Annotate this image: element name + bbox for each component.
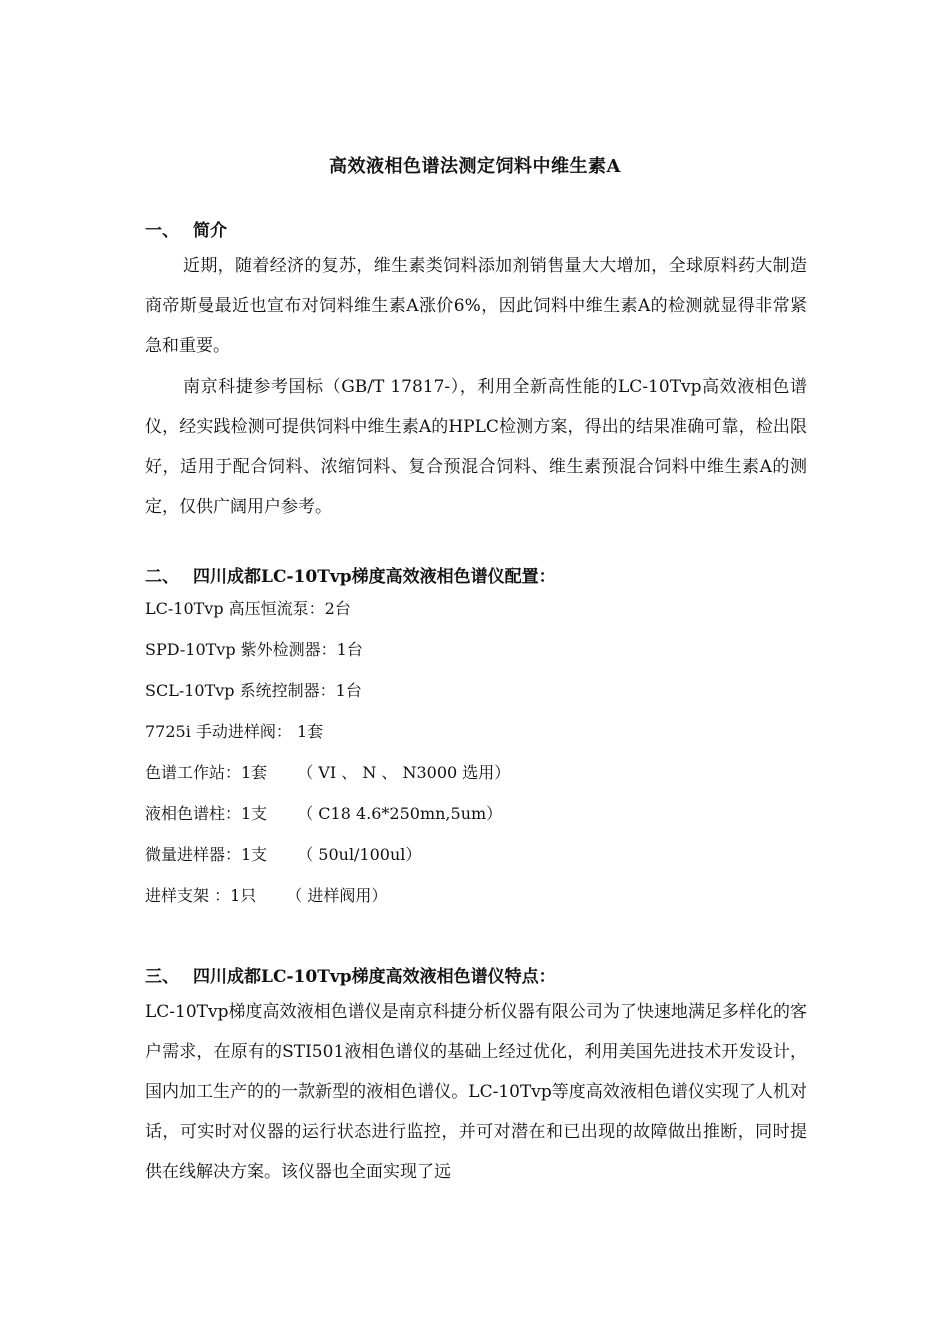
document-title: 高效液相色谱法测定饲料中维生素A xyxy=(329,156,621,177)
section-1-paragraph-2: 南京科捷参考国标（GB/T 17817-），利用全新高性能的LC-10Tvp高效液相色谱仪，经实践检测可提供饲料中维生素A的HPLC检测方案，得出的结果准确可靠，检出限好，适用于配合饲料、浓缩饲料、复合预混合饲料、维生素预混合饲料中维生素A的测定，仅供广阔用户参考。 xyxy=(145,377,807,517)
section-2-heading xyxy=(145,562,556,587)
config-item-name: 色谱工作站：1套 xyxy=(145,763,268,782)
section-2-number: 二、 xyxy=(145,567,179,587)
list-item xyxy=(145,676,510,717)
list-item xyxy=(145,717,510,758)
section-2-title: 四川成都LC-10Tvp梯度高效液相色谱仪配置： xyxy=(193,567,556,587)
config-item-name: SPD-10Tvp 紫外检测器：1台 xyxy=(145,640,363,659)
list-item xyxy=(145,758,510,799)
list-item xyxy=(145,799,510,840)
section-3-title: 四川成都LC-10Tvp梯度高效液相色谱仪特点： xyxy=(193,967,556,987)
section-1-number: 一、 xyxy=(145,221,179,241)
config-item-name: 7725i 手动进样阀： 1套 xyxy=(145,722,324,741)
config-item-note: （ C18 4.6*250mn,5um） xyxy=(297,804,503,823)
list-item xyxy=(145,635,510,676)
config-item-name: 微量进样器：1支 xyxy=(145,845,268,864)
list-item xyxy=(145,840,510,881)
config-item-name: 进样支架 ：1只 xyxy=(145,886,257,905)
config-item-note: （ 进样阀用） xyxy=(286,886,388,905)
section-1-heading xyxy=(145,216,227,241)
config-item-name: LC-10Tvp 高压恒流泵：2台 xyxy=(145,599,351,618)
section-3-paragraph-1: LC-10Tvp梯度高效液相色谱仪是南京科捷分析仪器有限公司为了快速地满足多样化的客户需求，在原有的STI501液相色谱仪的基础上经过优化，利用美国先进技术开发设计，国内加工生产的的一款新型的液相色谱仪。LC-10Tvp等度高效液相色谱仪实现了人机对话，可实时对仪器的运行状态进行监控，并可对潜在和已出现的故障做出推断，同时提供在线解决方案。该仪器也全面实现了远 xyxy=(145,1002,807,1182)
configuration-list xyxy=(145,594,510,922)
config-item-name: SCL-10Tvp 系统控制器：1台 xyxy=(145,681,362,700)
list-item xyxy=(145,881,510,922)
section-1-title: 简介 xyxy=(193,221,227,241)
list-item xyxy=(145,594,510,635)
config-item-name: 液相色谱柱：1支 xyxy=(145,804,268,823)
config-item-note: （ VI 、 N 、 N3000 选用） xyxy=(297,763,511,782)
section-3-heading xyxy=(145,962,556,987)
section-3-number: 三、 xyxy=(145,967,179,987)
config-item-note: （ 50ul/100ul） xyxy=(297,845,422,864)
section-1-paragraph-1: 近期，随着经济的复苏，维生素类饲料添加剂销售量大大增加，全球原料药大制造商帝斯曼最近也宣布对饲料维生素A涨价6%，因此饲料中维生素A的检测就显得非常紧急和重要。 xyxy=(145,256,807,356)
